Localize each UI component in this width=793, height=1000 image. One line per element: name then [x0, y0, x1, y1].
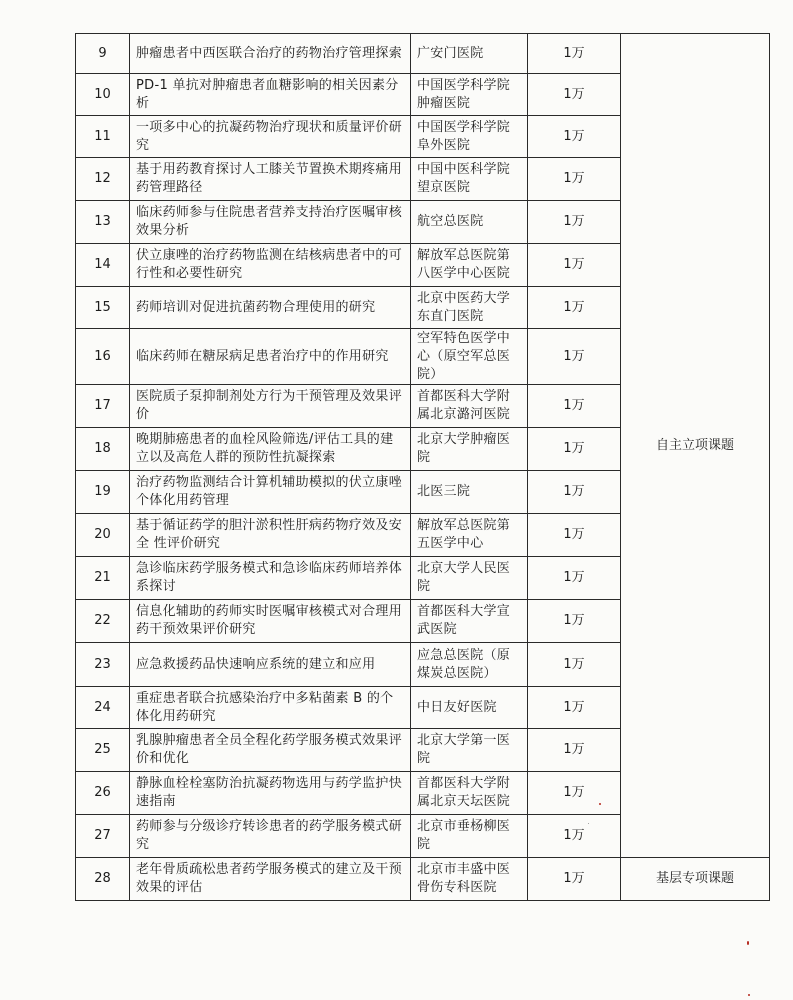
institution-name: 北医三院 [411, 471, 528, 514]
funding-amount: 1万 [528, 514, 621, 557]
project-title: 药师培训对促进抗菌药物合理使用的研究 [130, 287, 411, 329]
row-number: 15 [76, 287, 130, 329]
funding-amount: 1万 [528, 244, 621, 287]
funding-amount: 1万 [528, 858, 621, 901]
project-title: PD-1 单抗对肿瘤患者血糖影响的相关因素分析 [130, 74, 411, 116]
project-title: 应急救援药品快速响应系统的建立和应用 [130, 643, 411, 687]
institution-name: 首都医科大学附属北京潞河医院 [411, 385, 528, 428]
table-row [76, 34, 770, 74]
funding-amount: 1万 [528, 772, 621, 815]
funding-amount: 1万 [528, 729, 621, 772]
project-title: 肿瘤患者中西医联合治疗的药物治疗管理探索 [130, 34, 411, 74]
row-number: 10 [76, 74, 130, 116]
ink-speck [747, 941, 749, 945]
funding-amount: 1万 [528, 643, 621, 687]
funding-amount: 1万 [528, 201, 621, 244]
project-title: 医院质子泵抑制剂处方行为干预管理及效果评价 [130, 385, 411, 428]
row-number: 25 [76, 729, 130, 772]
project-title: 晚期肺癌患者的血栓风险筛选/评估工具的建立以及高危人群的预防性抗凝探索 [130, 428, 411, 471]
row-number: 13 [76, 201, 130, 244]
row-number: 11 [76, 116, 130, 158]
row-number: 28 [76, 858, 130, 901]
institution-name: 中国中医科学院望京医院 [411, 158, 528, 201]
funding-amount: 1万 [528, 600, 621, 643]
project-title: 临床药师参与住院患者营养支持治疗医嘱审核效果分析 [130, 201, 411, 244]
row-number: 26 [76, 772, 130, 815]
row-number: 19 [76, 471, 130, 514]
funding-amount: 1万 [528, 158, 621, 201]
funding-amount: 1万 [528, 287, 621, 329]
project-title: 基于用药教育探讨人工膝关节置换术期疼痛用药管理路径 [130, 158, 411, 201]
project-table-body [76, 34, 770, 901]
institution-name: 北京市丰盛中医骨伤专科医院 [411, 858, 528, 901]
institution-name: 航空总医院 [411, 201, 528, 244]
row-number: 17 [76, 385, 130, 428]
institution-name: 中国医学科学院阜外医院 [411, 116, 528, 158]
institution-name: 北京市垂杨柳医院 [411, 815, 528, 858]
funding-amount: 1万 [528, 34, 621, 74]
project-title: 急诊临床药学服务模式和急诊临床药师培养体系探讨 [130, 557, 411, 600]
project-title: 基于循证药学的胆汁淤积性肝病药物疗效及安全 性评价研究 [130, 514, 411, 557]
funding-amount: 1万 [528, 687, 621, 729]
category-cell-self: 自主立项课题 [621, 34, 770, 858]
row-number: 22 [76, 600, 130, 643]
funding-amount: 1万 [528, 116, 621, 158]
ink-speck [588, 823, 589, 824]
project-title: 伏立康唑的治疗药物监测在结核病患者中的可行性和必要性研究 [130, 244, 411, 287]
row-number: 18 [76, 428, 130, 471]
institution-name: 空军特色医学中心（原空军总医院） [411, 329, 528, 385]
institution-name: 北京中医药大学东直门医院 [411, 287, 528, 329]
project-table [75, 33, 770, 901]
institution-name: 解放军总医院第五医学中心 [411, 514, 528, 557]
row-number: 20 [76, 514, 130, 557]
project-title: 信息化辅助的药师实时医嘱审核模式对合理用药干预效果评价研究 [130, 600, 411, 643]
row-number: 16 [76, 329, 130, 385]
project-title: 治疗药物监测结合计算机辅助模拟的伏立康唑个体化用药管理 [130, 471, 411, 514]
row-number: 24 [76, 687, 130, 729]
ink-speck [599, 803, 601, 805]
institution-name: 首都医科大学附属北京天坛医院 [411, 772, 528, 815]
institution-name: 北京大学人民医院 [411, 557, 528, 600]
institution-name: 应急总医院（原煤炭总医院） [411, 643, 528, 687]
project-title: 静脉血栓栓塞防治抗凝药物选用与药学监护快速指南 [130, 772, 411, 815]
funding-amount: 1万 [528, 815, 621, 858]
funding-amount: 1万 [528, 74, 621, 116]
project-title: 老年骨质疏松患者药学服务模式的建立及干预效果的评估 [130, 858, 411, 901]
institution-name: 解放军总医院第八医学中心医院 [411, 244, 528, 287]
institution-name: 中国医学科学院肿瘤医院 [411, 74, 528, 116]
project-title: 一项多中心的抗凝药物治疗现状和质量评价研究 [130, 116, 411, 158]
table-row [76, 858, 770, 901]
row-number: 9 [76, 34, 130, 74]
category-cell-grassroots: 基层专项课题 [621, 858, 770, 901]
row-number: 21 [76, 557, 130, 600]
funding-amount: 1万 [528, 557, 621, 600]
funding-amount: 1万 [528, 329, 621, 385]
row-number: 12 [76, 158, 130, 201]
institution-name: 首都医科大学宣武医院 [411, 600, 528, 643]
funding-amount: 1万 [528, 428, 621, 471]
institution-name: 北京大学肿瘤医院 [411, 428, 528, 471]
project-title: 乳腺肿瘤患者全员全程化药学服务模式效果评价和优化 [130, 729, 411, 772]
funding-amount: 1万 [528, 471, 621, 514]
row-number: 23 [76, 643, 130, 687]
institution-name: 广安门医院 [411, 34, 528, 74]
project-title: 重症患者联合抗感染治疗中多粘菌素 B 的个体化用药研究 [130, 687, 411, 729]
project-title: 药师参与分级诊疗转诊患者的药学服务模式研究 [130, 815, 411, 858]
institution-name: 北京大学第一医院 [411, 729, 528, 772]
institution-name: 中日友好医院 [411, 687, 528, 729]
ink-speck [748, 994, 750, 996]
project-title: 临床药师在糖尿病足患者治疗中的作用研究 [130, 329, 411, 385]
funding-amount: 1万 [528, 385, 621, 428]
row-number: 14 [76, 244, 130, 287]
row-number: 27 [76, 815, 130, 858]
